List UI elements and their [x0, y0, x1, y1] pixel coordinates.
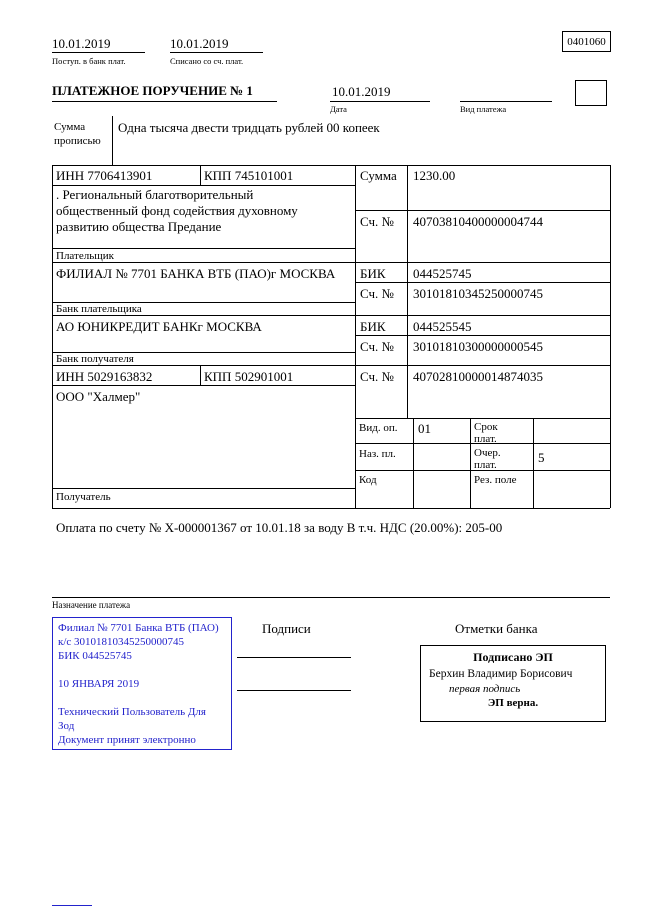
table-border [52, 315, 610, 316]
table-border [355, 165, 356, 508]
table-border [52, 165, 610, 166]
table-border [533, 418, 534, 508]
payee-bank-account-label: Сч. № [360, 339, 394, 354]
table-border [200, 365, 201, 385]
date-label: Дата [330, 104, 347, 114]
payer-account: 40703810400000004744 [413, 214, 543, 229]
table-border [407, 165, 408, 418]
signature-stamp-name: Берхин Владимир Борисович [429, 668, 573, 680]
date-received-in-bank: 10.01.2019 [52, 36, 111, 51]
payer-bank-account-label: Сч. № [360, 286, 394, 301]
table-border [52, 508, 610, 509]
date-debited: 10.01.2019 [170, 36, 229, 51]
document-date: 10.01.2019 [332, 84, 391, 99]
payer-bank-account: 30101810345250000745 [413, 286, 543, 301]
bank-marks-label: Отметки банка [455, 621, 538, 636]
bank-stamp-line: Филиал № 7701 Банка ВТБ (ПАО) [58, 622, 219, 634]
payment-type-label: Вид платежа [460, 104, 507, 114]
payment-purpose-label: Назначение платежа [52, 600, 131, 610]
payer-bank-name: ФИЛИАЛ № 7701 БАНКА ВТБ (ПАО)г МОСКВА [56, 266, 336, 281]
payment-purpose-text: Оплата по счету № Х-000001367 от 10.01.18 за воду В т.ч. НДС (20.00%): 205-00 [56, 520, 503, 535]
table-border [355, 335, 610, 336]
amount-words-label-line2: прописью [54, 135, 101, 147]
payee-name: ООО "Халмер" [56, 389, 141, 404]
payment-type-box [575, 80, 607, 106]
table-border [413, 418, 414, 508]
reserve-field-label: Рез. поле [474, 474, 517, 486]
table-border [52, 248, 355, 249]
table-border [610, 165, 611, 508]
payee-bank-bik-label: БИК [360, 319, 386, 334]
pay-term-label: Срок плат. [474, 421, 498, 445]
sum-value: 1230.00 [413, 168, 456, 183]
table-border [470, 418, 471, 508]
purpose-separator [52, 597, 610, 598]
electronic-signature-stamp [420, 645, 606, 722]
bank-stamp-line [58, 691, 226, 705]
table-border [52, 488, 355, 489]
payee-account-label: Сч. № [360, 369, 394, 384]
priority-value: 5 [538, 450, 545, 465]
document-date-underline [330, 101, 430, 102]
payer-bank-bik: 044525745 [413, 266, 472, 281]
code-label: Код [359, 474, 377, 486]
form-code-box [562, 31, 611, 52]
table-border [200, 165, 201, 185]
amount-words-divider [112, 116, 113, 165]
payee-bank-bik: 044525545 [413, 319, 472, 334]
form-code: 0401060 [567, 35, 606, 48]
table-border [355, 210, 610, 211]
signature-stamp-verified: ЭП верна. [487, 697, 539, 709]
bank-stamp-line: 10 ЯНВАРЯ 2019 [58, 678, 140, 690]
table-border [52, 385, 355, 386]
bank-stamp-line [58, 663, 226, 677]
sum-label: Сумма [360, 168, 397, 183]
signature-line [237, 657, 351, 658]
bank-stamp-line: Зод [58, 720, 75, 732]
table-border [52, 165, 53, 508]
signature-stamp-title: Подписано ЭП [473, 650, 553, 664]
payer-name: . Региональный благотворительный общественный фонд содействия духовному развитию общества Предание [56, 187, 298, 234]
op-kind-value: 01 [418, 421, 431, 436]
signature-stamp-subtitle: первая подпись [449, 683, 521, 695]
signatures-label: Подписи [262, 621, 311, 636]
document-title: ПЛАТЕЖНОЕ ПОРУЧЕНИЕ № 1 [52, 83, 253, 98]
payee-bank-section-label: Банк получателя [56, 353, 134, 365]
payee-section-label: Получатель [56, 491, 111, 503]
bottom-blue-mark [52, 905, 92, 906]
purpose-code-label: Наз. пл. [359, 448, 396, 460]
payment-type-underline [460, 101, 552, 102]
payee-bank-account: 30101810300000000545 [413, 339, 543, 354]
payer-inn: ИНН 7706413901 [56, 168, 153, 183]
payer-bank-bik-label: БИК [360, 266, 386, 281]
priority-label: Очер. плат. [474, 447, 501, 471]
op-kind-label: Вид. оп. [359, 422, 398, 434]
table-border [52, 365, 610, 366]
payee-account: 40702810000014874035 [413, 369, 543, 384]
date-received-underline [52, 52, 145, 53]
debited-label: Списано со сч. плат. [170, 56, 244, 66]
signature-line [237, 690, 351, 691]
bank-stamp-line: Документ принят электронно [58, 734, 196, 746]
table-border [355, 282, 610, 283]
payer-kpp: КПП 745101001 [204, 168, 294, 183]
payer-bank-section-label: Банк плательщика [56, 303, 142, 315]
payee-bank-name: АО ЮНИКРЕДИТ БАНКг МОСКВА [56, 319, 262, 334]
bank-stamp-line: Технический Пользователь Для [58, 706, 206, 718]
date-debited-underline [170, 52, 263, 53]
amount-in-words: Одна тысяча двести тридцать рублей 00 копеек [118, 120, 380, 135]
amount-words-label-line1: Сумма [54, 121, 86, 133]
table-border [52, 185, 355, 186]
table-border [355, 418, 610, 419]
payee-kpp: КПП 502901001 [204, 369, 294, 384]
payer-section-label: Плательщик [56, 250, 114, 262]
payer-account-label: Сч. № [360, 214, 394, 229]
bank-stamp-line: БИК 044525745 [58, 650, 132, 662]
bank-stamp-line: к/с 30101810345250000745 [58, 636, 185, 648]
received-in-bank-label: Поступ. в банк плат. [52, 56, 126, 66]
title-underline [52, 101, 277, 102]
table-border [52, 262, 610, 263]
bank-electronic-stamp [52, 617, 232, 750]
payee-inn: ИНН 5029163832 [56, 369, 153, 384]
